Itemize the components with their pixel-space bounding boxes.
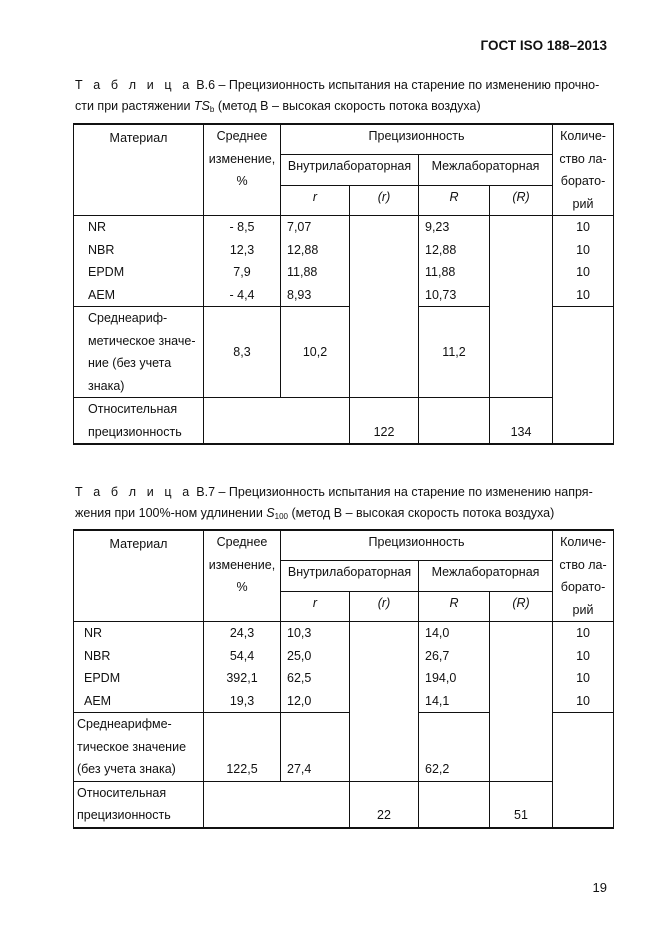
cell-relative-R: 134: [490, 398, 553, 445]
cell-labs: 10: [553, 622, 614, 645]
caption-text: – Прецизионность испытания на старение по изменению прочно-: [215, 78, 600, 92]
header-precision: Прецизионность: [281, 530, 553, 561]
table-b6-caption: [75, 75, 611, 120]
cell-relative-r: 22: [350, 781, 419, 828]
cell-material: AEM: [74, 690, 204, 713]
cell-relative-R: 51: [490, 781, 553, 828]
cell-mean: 24,3: [204, 622, 281, 645]
header-mean-change: Среднее изменение, %: [204, 124, 281, 216]
header-material: Материал: [74, 124, 204, 216]
cell-relative-r: 122: [350, 398, 419, 445]
cell-R: 12,88: [419, 239, 490, 262]
table-row-relative: [74, 781, 614, 828]
table-b6: [73, 123, 614, 445]
cell-r: 12,88: [281, 239, 350, 262]
header-within-lab: Внутрилабораторная: [281, 561, 419, 591]
header-within-lab: Внутрилабораторная: [281, 155, 419, 185]
cell-labs: 10: [553, 667, 614, 690]
caption-text: (метод В – высокая скорость потока воздуха): [214, 99, 481, 113]
cell-relative-blank: [204, 781, 350, 828]
cell-r: 11,88: [281, 261, 350, 284]
cell-R: 26,7: [419, 645, 490, 668]
caption-number: В.7: [196, 485, 216, 499]
page-number: 19: [592, 880, 607, 895]
cell-mean: 19,3: [204, 690, 281, 713]
cell-material: NBR: [74, 645, 204, 668]
table-row: [74, 216, 614, 239]
header-R: R: [419, 591, 490, 621]
cell-R: 194,0: [419, 667, 490, 690]
cell-labs: 10: [553, 239, 614, 262]
caption-text: сти при растяжении: [75, 99, 194, 113]
cell-mean: 12,3: [204, 239, 281, 262]
header-between-lab: Межлабораторная: [419, 155, 553, 185]
cell-average-r: 27,4: [281, 713, 350, 782]
cell-R-relative-blank: [490, 216, 553, 398]
cell-relative-blank: [204, 398, 350, 445]
header-r-relative: (r): [350, 185, 419, 215]
cell-average-r: 10,2: [281, 307, 350, 398]
caption-subscript: b: [209, 105, 215, 114]
cell-material: AEM: [74, 284, 204, 307]
cell-material: EPDM: [74, 667, 204, 690]
table-row-relative: [74, 398, 614, 445]
cell-labs: 10: [553, 645, 614, 668]
cell-labs: 10: [553, 261, 614, 284]
cell-relative-blank: [419, 781, 490, 828]
cell-average-R: 62,2: [419, 713, 490, 782]
caption-label: Т а б л и ц а: [75, 78, 193, 92]
header-R-relative: (R): [490, 185, 553, 215]
cell-labs: 10: [553, 690, 614, 713]
caption-subscript: 100: [274, 512, 288, 521]
cell-average-label: Среднеарифметическое значение (без учета знака): [74, 307, 204, 398]
header-labs: Количество лабораторий: [553, 530, 614, 622]
cell-r-relative-blank: [350, 622, 419, 782]
cell-r: 62,5: [281, 667, 350, 690]
table-b7: [73, 529, 614, 829]
cell-r: 7,07: [281, 216, 350, 239]
header-between-lab: Межлабораторная: [419, 561, 553, 591]
cell-labs: 10: [553, 284, 614, 307]
caption-label: Т а б л и ц а: [75, 485, 193, 499]
header-precision: Прецизионность: [281, 124, 553, 155]
cell-mean: - 8,5: [204, 216, 281, 239]
caption-symbol: TS: [193, 99, 210, 113]
header-material: Материал: [74, 530, 204, 622]
header-r-relative: (r): [350, 591, 419, 621]
caption-number: В.6: [196, 78, 216, 92]
cell-R: 10,73: [419, 284, 490, 307]
cell-material: NR: [74, 622, 204, 645]
cell-relative-label: Относительная прецизионность: [74, 398, 204, 445]
caption-text: жения при 100%-ном удлинении: [75, 506, 267, 520]
cell-material: NBR: [74, 239, 204, 262]
cell-R: 14,0: [419, 622, 490, 645]
table-row: [74, 622, 614, 645]
cell-labs-blank: [553, 307, 614, 445]
cell-mean: 7,9: [204, 261, 281, 284]
cell-R-relative-blank: [490, 622, 553, 782]
standard-designation: ГОСТ ISO 188–2013: [480, 38, 607, 53]
header-R-relative: (R): [490, 591, 553, 621]
header-r: r: [281, 185, 350, 215]
cell-r: 8,93: [281, 284, 350, 307]
cell-r: 10,3: [281, 622, 350, 645]
cell-relative-blank: [419, 398, 490, 445]
caption-text: (метод В – высокая скорость потока воздуха): [287, 506, 555, 520]
cell-mean: 392,1: [204, 667, 281, 690]
cell-material: EPDM: [74, 261, 204, 284]
cell-r-relative-blank: [350, 216, 419, 398]
cell-labs-blank: [553, 713, 614, 828]
cell-R: 9,23: [419, 216, 490, 239]
cell-average-R: 11,2: [419, 307, 490, 398]
header-labs: Количество лабораторий: [553, 124, 614, 216]
cell-relative-label: Относительная прецизионность: [74, 781, 204, 828]
cell-r: 25,0: [281, 645, 350, 668]
cell-average-label: Среднеарифметическое значение (без учета знака): [74, 713, 204, 782]
cell-r: 12,0: [281, 690, 350, 713]
cell-material: NR: [74, 216, 204, 239]
cell-average-mean: 8,3: [204, 307, 281, 398]
cell-mean: 54,4: [204, 645, 281, 668]
header-R: R: [419, 185, 490, 215]
table-b7-caption: [75, 482, 611, 527]
header-mean-change: Среднее изменение, %: [204, 530, 281, 622]
cell-R: 14,1: [419, 690, 490, 713]
cell-mean: - 4,4: [204, 284, 281, 307]
cell-labs: 10: [553, 216, 614, 239]
caption-text: – Прецизионность испытания на старение по изменению напря-: [215, 485, 593, 499]
cell-R: 11,88: [419, 261, 490, 284]
cell-average-mean: 122,5: [204, 713, 281, 782]
header-r: r: [281, 591, 350, 621]
caption-symbol: S: [266, 506, 275, 520]
